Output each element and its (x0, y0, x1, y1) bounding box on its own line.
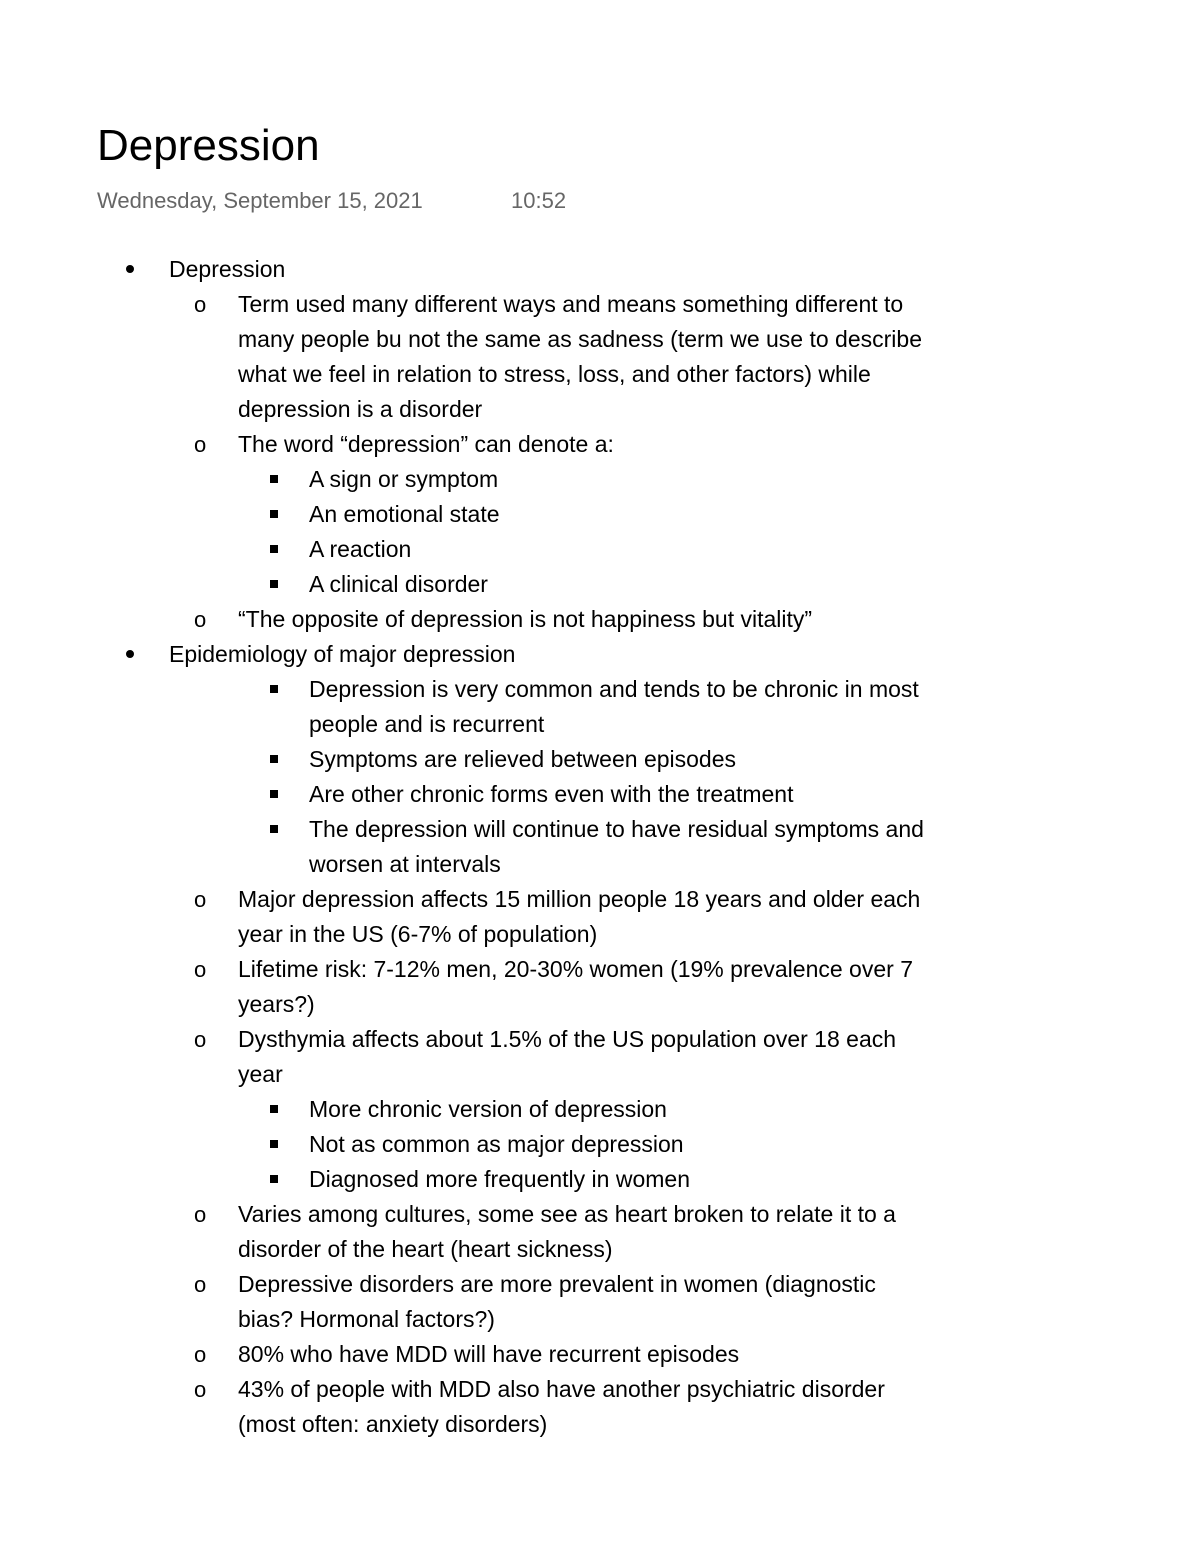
list-item-text: The depression will continue to have residual symptoms and (309, 816, 924, 842)
list-item-text: years?) (238, 991, 315, 1017)
list-item (0, 1232, 1200, 1267)
list-item-text: More chronic version of depression (309, 1096, 667, 1122)
list-item (0, 882, 1200, 917)
bullet-circle-icon: o (194, 1377, 207, 1402)
bullet-square-icon (270, 1127, 278, 1162)
bullet-circle-icon: o (194, 432, 207, 457)
list-item (0, 1197, 1200, 1232)
list-item (0, 252, 1200, 287)
list-item (0, 1337, 1200, 1372)
bullet-dot-icon (126, 637, 134, 672)
list-item (0, 497, 1200, 532)
list-item (0, 532, 1200, 567)
list-item-text: Term used many different ways and means something different to (238, 291, 904, 317)
bullet-square-icon (270, 672, 278, 707)
list-item-text: Depressive disorders are more prevalent in women (diagnostic (238, 1271, 876, 1297)
bullet-circle-icon: o (194, 1272, 207, 1297)
list-item-text: Not as common as major depression (309, 1131, 684, 1157)
list-item (0, 1267, 1200, 1302)
bullet-square-icon (270, 497, 278, 532)
list-item (0, 1162, 1200, 1197)
list-item (0, 742, 1200, 777)
bullet-square-icon (270, 532, 278, 567)
bullet-square-icon (270, 1092, 278, 1127)
list-item-text: Diagnosed more frequently in women (309, 1166, 690, 1192)
list-item (0, 1407, 1200, 1440)
list-item (0, 462, 1200, 497)
note-time: 10:52 (511, 188, 567, 213)
list-item (0, 1372, 1200, 1407)
list-item-text: A clinical disorder (309, 571, 488, 597)
bullet-circle-icon: o (194, 1202, 207, 1227)
list-item (0, 427, 1200, 462)
bullet-circle-icon: o (194, 887, 207, 912)
list-item-text: Depression is very common and tends to be chronic in most (309, 676, 919, 702)
list-item (0, 847, 1200, 882)
note-body (0, 252, 1200, 1440)
list-item (0, 672, 1200, 707)
bullet-circle-icon: o (194, 1342, 207, 1367)
list-item-text: people and is recurrent (309, 711, 545, 737)
list-item (0, 287, 1200, 322)
list-item-text: bias? Hormonal factors?) (238, 1306, 495, 1332)
bullet-square-icon (270, 777, 278, 812)
note-date: Wednesday, September 15, 2021 (97, 188, 423, 213)
bullet-circle-icon: o (194, 292, 207, 317)
list-item-text: A sign or symptom (309, 466, 499, 492)
list-item-text: many people bu not the same as sadness (term we use to describe (238, 326, 922, 352)
list-item (0, 777, 1200, 812)
bullet-circle-icon: o (194, 957, 207, 982)
list-item-text: “The opposite of depression is not happiness but vitality” (238, 606, 813, 632)
list-item (0, 637, 1200, 672)
bullet-circle-icon: o (194, 607, 207, 632)
list-item-text: Lifetime risk: 7-12% men, 20-30% women (19% prevalence over 7 (238, 956, 913, 982)
list-item (0, 1302, 1200, 1337)
list-item (0, 917, 1200, 952)
list-item-text: depression is a disorder (238, 396, 483, 422)
list-item (0, 1127, 1200, 1162)
list-item-text: Epidemiology of major depression (169, 641, 516, 667)
list-item (0, 707, 1200, 742)
bullet-circle-icon: o (194, 1027, 207, 1052)
list-item-text: what we feel in relation to stress, loss, and other factors) while (238, 361, 871, 387)
list-item (0, 987, 1200, 1022)
list-item-text: disorder of the heart (heart sickness) (238, 1236, 613, 1262)
list-item-text: year in the US (6-7% of population) (238, 921, 598, 947)
list-item-text: The word “depression” can denote a: (238, 431, 614, 457)
list-item (0, 1057, 1200, 1092)
list-item (0, 322, 1200, 357)
list-item-text: Depression (169, 256, 286, 282)
list-item-text: Dysthymia affects about 1.5% of the US population over 18 each (238, 1026, 897, 1052)
list-item-text: Are other chronic forms even with the treatment (309, 781, 794, 807)
list-item (0, 812, 1200, 847)
list-item (0, 952, 1200, 987)
list-item-text: (most often: anxiety disorders) (238, 1411, 548, 1437)
list-item-text: year (238, 1061, 283, 1087)
bullet-square-icon (270, 462, 278, 497)
list-item-text: 80% who have MDD will have recurrent episodes (238, 1341, 740, 1367)
bullet-dot-icon (126, 252, 134, 287)
list-item-text: worsen at intervals (309, 851, 501, 877)
list-item (0, 567, 1200, 602)
list-item (0, 1092, 1200, 1127)
list-item-text: An emotional state (309, 501, 500, 527)
list-item-text: A reaction (309, 536, 412, 562)
list-item-text: Major depression affects 15 million people 18 years and older each (238, 886, 921, 912)
list-item (0, 602, 1200, 637)
bullet-square-icon (270, 812, 278, 847)
list-item-text: Symptoms are relieved between episodes (309, 746, 737, 772)
list-item-text: Varies among cultures, some see as heart broken to relate it to a (238, 1201, 896, 1227)
page-title: Depression (97, 121, 320, 170)
bullet-square-icon (270, 567, 278, 602)
bullet-square-icon (270, 742, 278, 777)
list-item-text: 43% of people with MDD also have another psychiatric disorder (238, 1376, 885, 1402)
bullet-square-icon (270, 1162, 278, 1197)
list-item (0, 357, 1200, 392)
list-item (0, 1022, 1200, 1057)
list-item (0, 392, 1200, 427)
